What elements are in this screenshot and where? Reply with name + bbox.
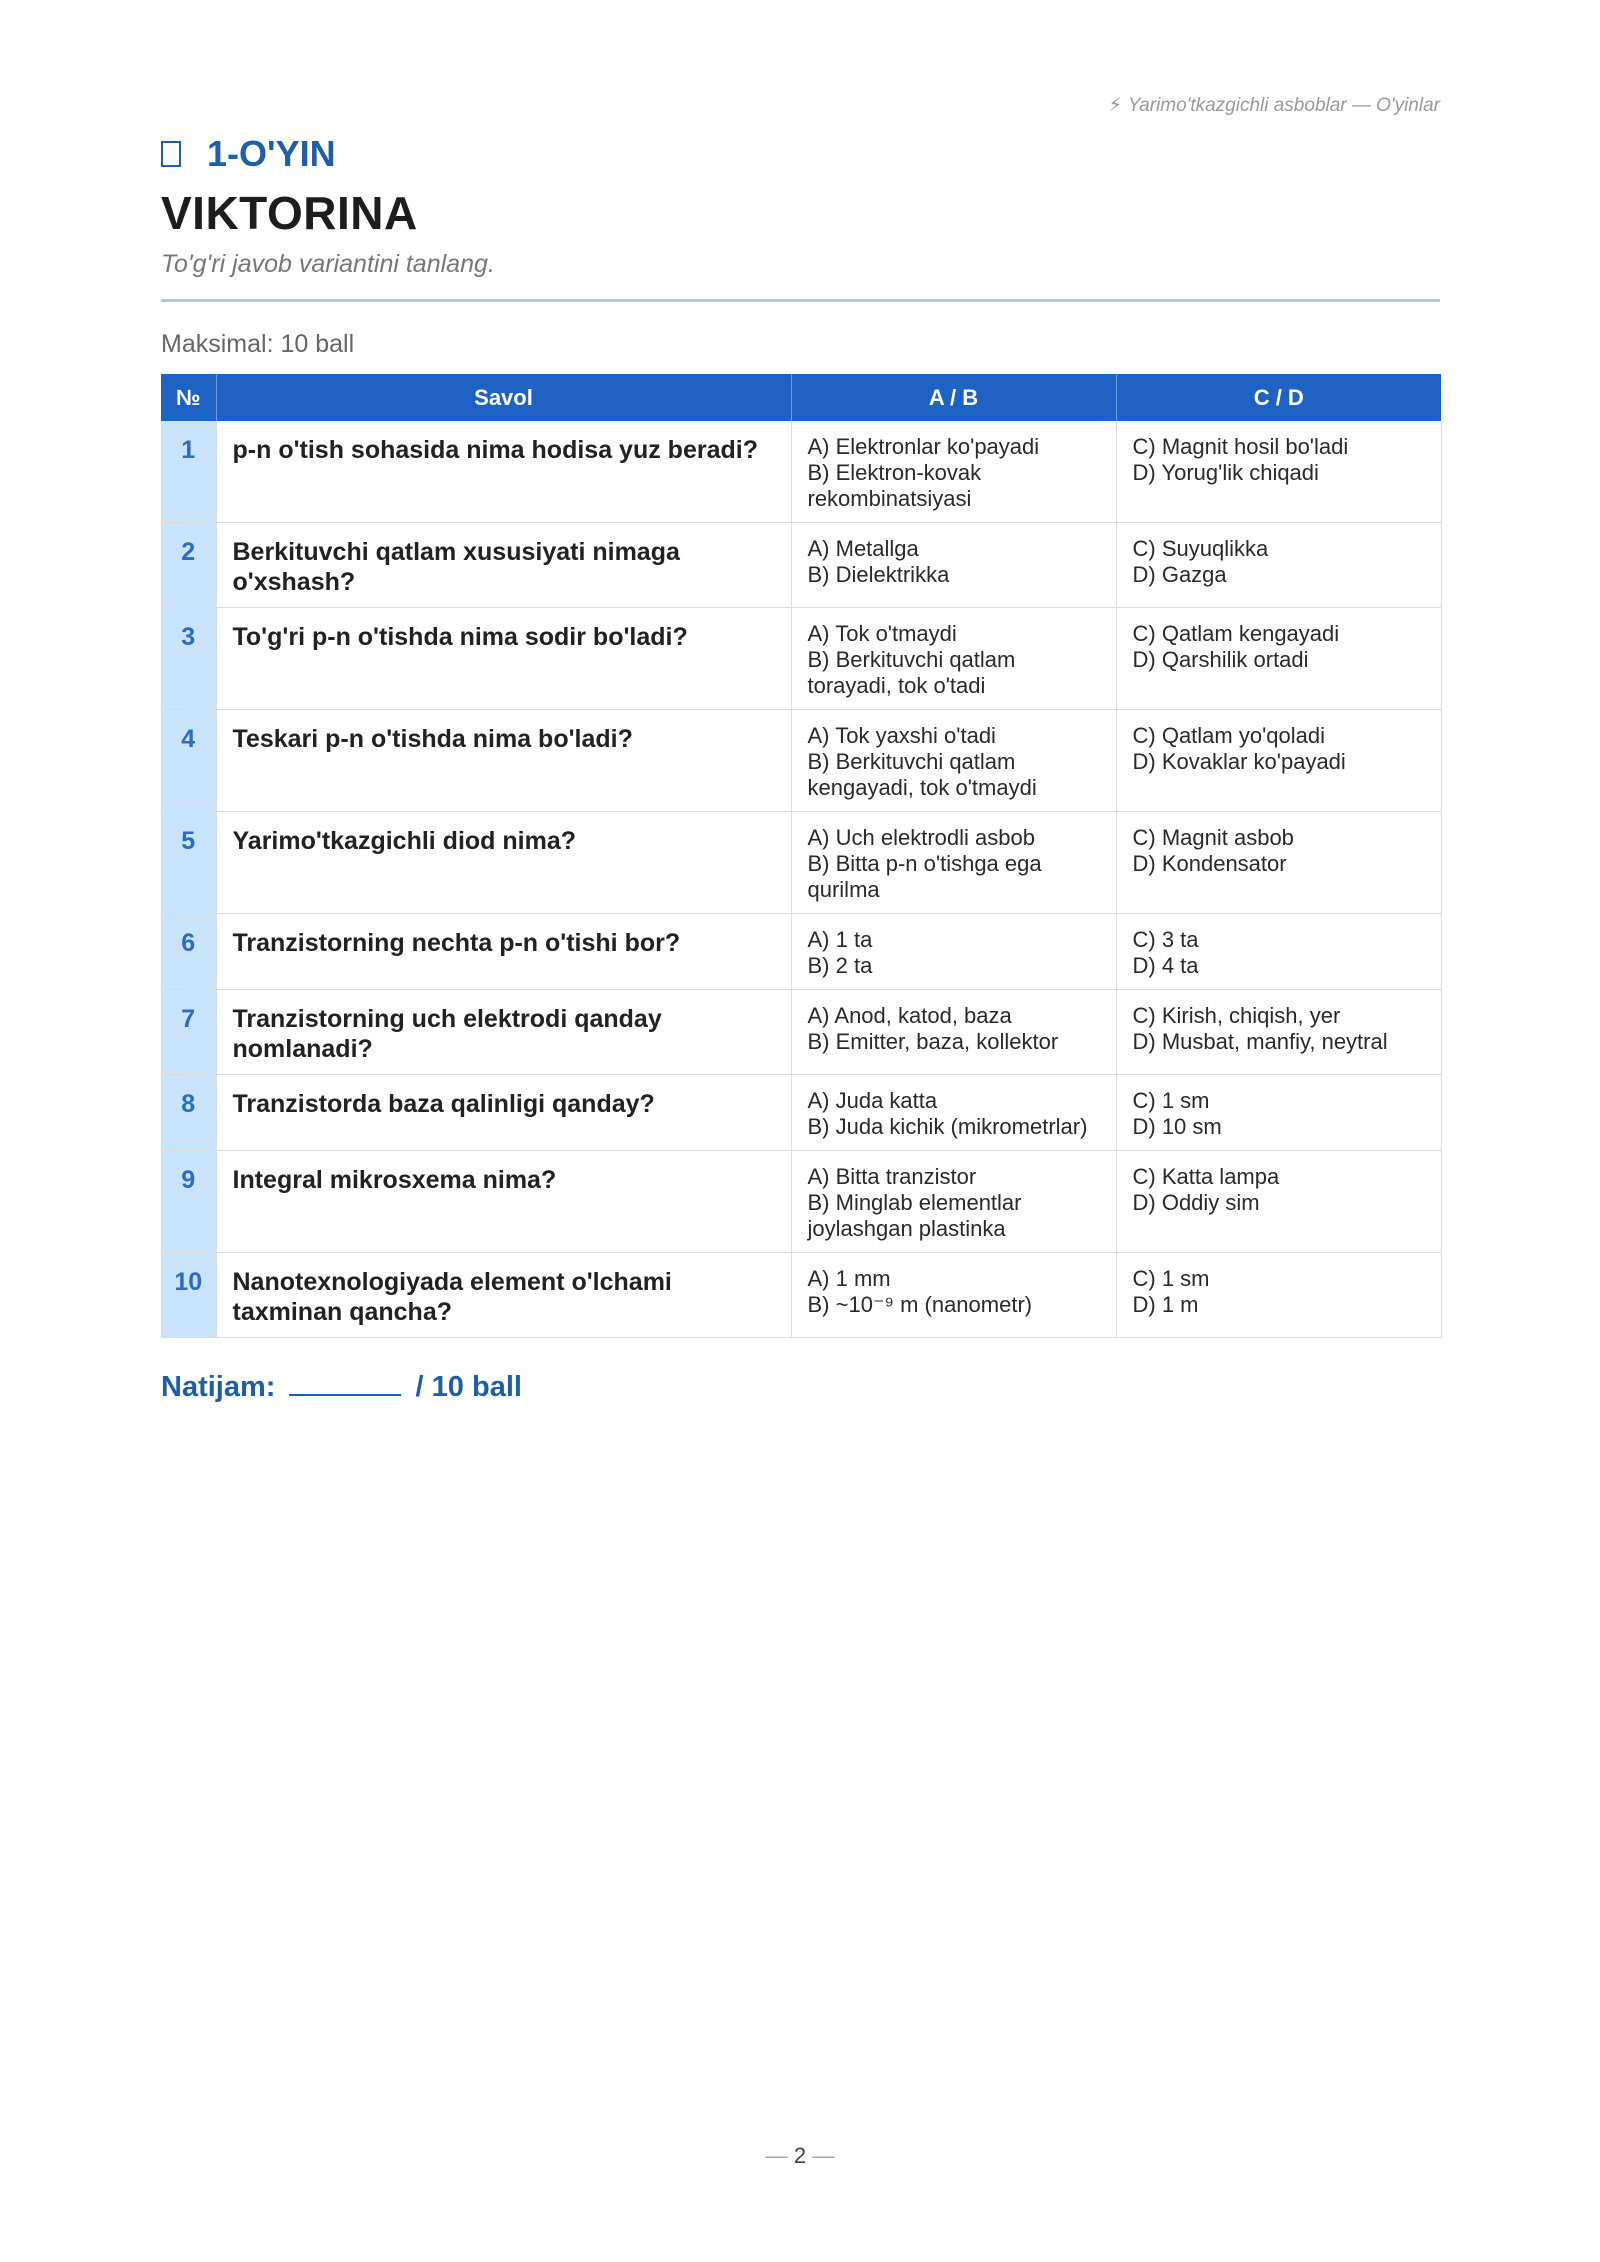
question-text: Tranzistorning uch elektrodi qanday nomlanadi? bbox=[216, 990, 791, 1075]
page-number: — 2 — bbox=[765, 2143, 835, 2168]
quiz-table bbox=[161, 374, 1442, 1338]
question-text: p-n o'tish sohasida nima hodisa yuz beradi? bbox=[216, 421, 791, 523]
question-text: Tranzistorda baza qalinligi qanday? bbox=[216, 1075, 791, 1151]
running-header bbox=[1109, 94, 1440, 117]
option-c[interactable]: C) Kirish, chiqish, yer bbox=[1132, 1003, 1341, 1028]
options-ab bbox=[791, 1151, 1116, 1253]
options-ab bbox=[791, 812, 1116, 914]
column-header-question: Savol bbox=[216, 374, 791, 421]
column-header-ab: A / B bbox=[791, 374, 1116, 421]
result-label: Natijam: bbox=[161, 1371, 276, 1403]
question-text: Berkituvchi qatlam xususiyati nimaga o'xshash? bbox=[216, 523, 791, 608]
option-d[interactable]: D) Qarshilik ortadi bbox=[1132, 647, 1309, 672]
option-b[interactable]: B) Dielektrikka bbox=[807, 562, 950, 587]
option-c[interactable]: C) Magnit hosil bo'ladi bbox=[1132, 434, 1349, 459]
game-icon bbox=[161, 141, 181, 167]
page-title: VIKTORINA bbox=[161, 187, 418, 239]
running-title: Yarimo'tkazgichli asboblar — O'yinlar bbox=[1127, 95, 1440, 116]
result-blank[interactable] bbox=[289, 1372, 401, 1396]
question-number: 8 bbox=[161, 1075, 216, 1151]
question-number: 4 bbox=[161, 710, 216, 812]
options-ab bbox=[791, 523, 1116, 608]
option-a[interactable]: A) Metallga bbox=[807, 536, 919, 561]
table-row bbox=[161, 710, 1441, 812]
question-text: Yarimo'tkazgichli diod nima? bbox=[216, 812, 791, 914]
option-a[interactable]: A) Tok yaxshi o'tadi bbox=[807, 723, 996, 748]
option-d[interactable]: D) Gazga bbox=[1132, 562, 1227, 587]
table-row bbox=[161, 523, 1441, 608]
option-b[interactable]: B) Juda kichik (mikrometrlar) bbox=[807, 1114, 1088, 1139]
question-text: Teskari p-n o'tishda nima bo'ladi? bbox=[216, 710, 791, 812]
options-ab bbox=[791, 1253, 1116, 1338]
option-c[interactable]: C) Katta lampa bbox=[1132, 1164, 1280, 1189]
option-b[interactable]: B) Berkituvchi qatlam torayadi, tok o'tadi bbox=[807, 647, 1016, 698]
options-cd bbox=[1116, 1075, 1441, 1151]
option-c[interactable]: C) 1 sm bbox=[1132, 1266, 1210, 1291]
options-cd bbox=[1116, 710, 1441, 812]
options-cd bbox=[1116, 523, 1441, 608]
table-row bbox=[161, 1253, 1441, 1338]
question-text: Nanotexnologiyada element o'lchami taxminan qancha? bbox=[216, 1253, 791, 1338]
options-cd bbox=[1116, 990, 1441, 1075]
question-text: Integral mikrosxema nima? bbox=[216, 1151, 791, 1253]
option-b[interactable]: B) 2 ta bbox=[807, 953, 873, 978]
table-row bbox=[161, 914, 1441, 990]
option-c[interactable]: C) 3 ta bbox=[1132, 927, 1199, 952]
question-number: 10 bbox=[161, 1253, 216, 1338]
option-b[interactable]: B) Elektron-kovak rekombinatsiyasi bbox=[807, 460, 982, 511]
page-subtitle: To'g'ri javob variantini tanlang. bbox=[161, 250, 495, 278]
options-ab bbox=[791, 990, 1116, 1075]
max-score: Maksimal: 10 ball bbox=[161, 330, 355, 358]
option-c[interactable]: C) Magnit asbob bbox=[1132, 825, 1294, 850]
question-number: 7 bbox=[161, 990, 216, 1075]
question-text: To'g'ri p-n o'tishda nima sodir bo'ladi? bbox=[216, 608, 791, 710]
options-ab bbox=[791, 914, 1116, 990]
option-c[interactable]: C) 1 sm bbox=[1132, 1088, 1210, 1113]
options-cd bbox=[1116, 914, 1441, 990]
column-header-number: № bbox=[161, 374, 216, 421]
result-suffix: / 10 ball bbox=[415, 1371, 522, 1403]
option-d[interactable]: D) Kondensator bbox=[1132, 851, 1287, 876]
option-b[interactable]: B) Berkituvchi qatlam kengayadi, tok o'tmaydi bbox=[807, 749, 1037, 800]
option-d[interactable]: D) 4 ta bbox=[1132, 953, 1199, 978]
column-header-cd: C / D bbox=[1116, 374, 1441, 421]
table-row bbox=[161, 421, 1441, 523]
option-c[interactable]: C) Qatlam kengayadi bbox=[1132, 621, 1340, 646]
option-d[interactable]: D) Yorug'lik chiqadi bbox=[1132, 460, 1319, 485]
options-ab bbox=[791, 421, 1116, 523]
options-cd bbox=[1116, 421, 1441, 523]
question-number: 9 bbox=[161, 1151, 216, 1253]
option-d[interactable]: D) 1 m bbox=[1132, 1292, 1199, 1317]
option-c[interactable]: C) Qatlam yo'qoladi bbox=[1132, 723, 1325, 748]
option-a[interactable]: A) Bitta tranzistor bbox=[807, 1164, 977, 1189]
divider bbox=[161, 299, 1440, 302]
option-d[interactable]: D) Kovaklar ko'payadi bbox=[1132, 749, 1346, 774]
options-cd bbox=[1116, 608, 1441, 710]
game-label-text: 1-O'YIN bbox=[207, 133, 336, 174]
option-a[interactable]: A) 1 mm bbox=[807, 1266, 891, 1291]
table-row bbox=[161, 1151, 1441, 1253]
option-a[interactable]: A) Anod, katod, baza bbox=[807, 1003, 1012, 1028]
options-ab bbox=[791, 608, 1116, 710]
option-a[interactable]: A) Uch elektrodli asbob bbox=[807, 825, 1035, 850]
option-d[interactable]: D) 10 sm bbox=[1132, 1114, 1222, 1139]
option-d[interactable]: D) Oddiy sim bbox=[1132, 1190, 1260, 1215]
question-text: Tranzistorning nechta p-n o'tishi bor? bbox=[216, 914, 791, 990]
lightning-icon: ⚡ bbox=[1108, 95, 1122, 116]
table-header-row bbox=[161, 374, 1441, 421]
game-label bbox=[161, 133, 336, 175]
table-row bbox=[161, 1075, 1441, 1151]
question-number: 2 bbox=[161, 523, 216, 608]
result-line bbox=[161, 1371, 522, 1404]
option-a[interactable]: A) Juda katta bbox=[807, 1088, 938, 1113]
option-b[interactable]: B) ~10⁻⁹ m (nanometr) bbox=[807, 1292, 1033, 1317]
question-number: 3 bbox=[161, 608, 216, 710]
question-number: 6 bbox=[161, 914, 216, 990]
options-cd bbox=[1116, 812, 1441, 914]
option-c[interactable]: C) Suyuqlikka bbox=[1132, 536, 1269, 561]
option-d[interactable]: D) Musbat, manfiy, neytral bbox=[1132, 1029, 1388, 1054]
table-row bbox=[161, 812, 1441, 914]
option-b[interactable]: B) Bitta p-n o'tishga ega qurilma bbox=[807, 851, 1042, 902]
option-b[interactable]: B) Minglab elementlar joylashgan plastinka bbox=[807, 1190, 1022, 1241]
option-a[interactable]: A) 1 ta bbox=[807, 927, 873, 952]
table-row bbox=[161, 990, 1441, 1075]
option-b[interactable]: B) Emitter, baza, kollektor bbox=[807, 1029, 1059, 1054]
question-number: 5 bbox=[161, 812, 216, 914]
options-ab bbox=[791, 1075, 1116, 1151]
option-a[interactable]: A) Elektronlar ko'payadi bbox=[807, 434, 1040, 459]
options-cd bbox=[1116, 1253, 1441, 1338]
table-row bbox=[161, 608, 1441, 710]
page-number-value: 2 bbox=[793, 2143, 807, 2168]
options-ab bbox=[791, 710, 1116, 812]
option-a[interactable]: A) Tok o'tmaydi bbox=[807, 621, 957, 646]
options-cd bbox=[1116, 1151, 1441, 1253]
question-number: 1 bbox=[161, 421, 216, 523]
